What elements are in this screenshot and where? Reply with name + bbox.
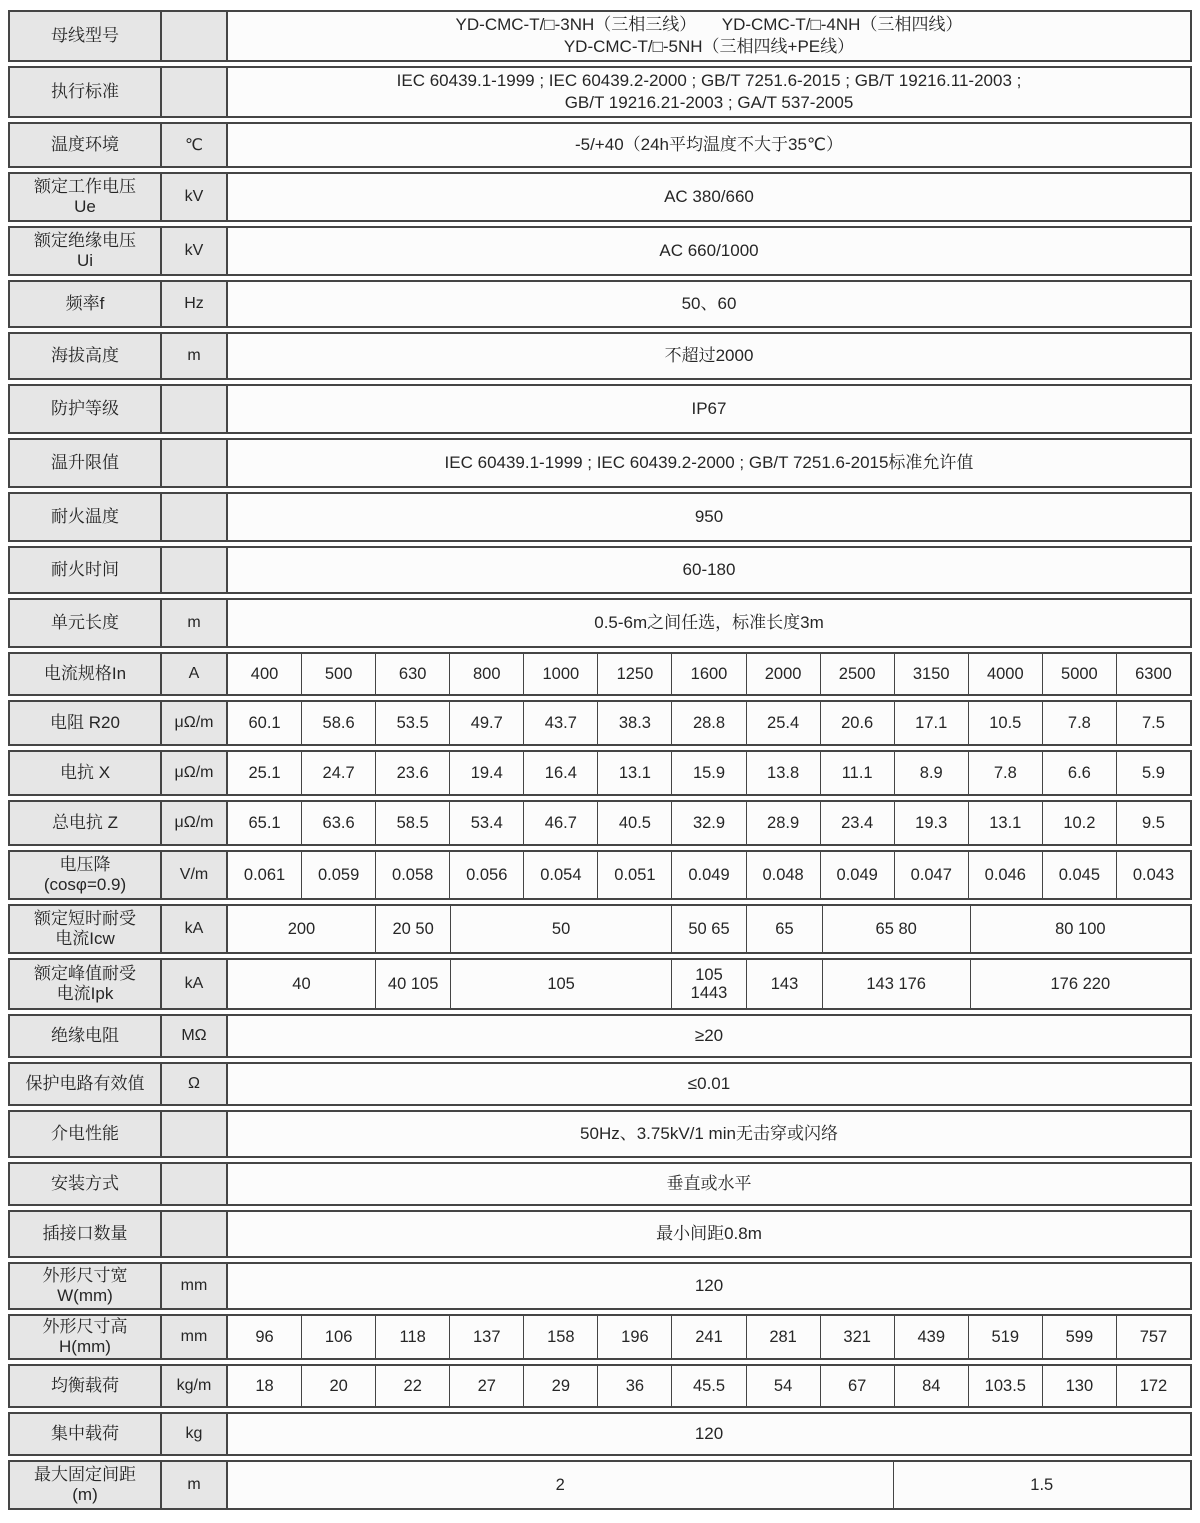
value-max-fixing-distance-group0: 2 [555, 1475, 565, 1494]
value-voltage-drop-col6: 0.049 [671, 852, 745, 898]
row-dielectric-performance [8, 1110, 1192, 1158]
row-concentrated-load [8, 1412, 1192, 1456]
unit-frequency: Hz [162, 282, 228, 326]
values-dielectric-performance [228, 1112, 1190, 1156]
values-fire-resistant-temperature [228, 494, 1190, 540]
value-resistance-r20-col1: 58.6 [301, 702, 375, 744]
param-label-rated-insulation-voltage: 额定绝缘电压 Ui [10, 228, 162, 274]
value-max-fixing-distance-group1: 1.5 [893, 1462, 1190, 1508]
param-label-total-impedance-z: 总电抗 Z [10, 802, 162, 844]
unit-fire-resistant-temperature [162, 494, 228, 540]
row-voltage-drop [8, 850, 1192, 900]
value-reactance-x-col11: 6.6 [1042, 752, 1116, 794]
unit-rated-short-time-current-icw: kA [162, 906, 228, 952]
value-rated-short-time-current-icw-group6: 80 100 [970, 906, 1190, 952]
unit-voltage-drop: V/m [162, 852, 228, 898]
row-installation-method [8, 1162, 1192, 1206]
value-voltage-drop-col8: 0.049 [820, 852, 894, 898]
value-voltage-drop-col5: 0.051 [597, 852, 671, 898]
unit-installation-method [162, 1164, 228, 1204]
unit-resistance-r20: μΩ/m [162, 702, 228, 744]
value-total-impedance-z-col4: 46.7 [523, 802, 597, 844]
value-total-impedance-z-col10: 13.1 [968, 802, 1042, 844]
value-rated-current-in-col12: 6300 [1116, 654, 1190, 694]
value-voltage-drop-col11: 0.045 [1042, 852, 1116, 898]
row-unit-length [8, 598, 1192, 648]
param-label-resistance-r20: 电阻 R20 [10, 702, 162, 744]
unit-altitude: m [162, 334, 228, 378]
row-temperature-rise-limit [8, 438, 1192, 488]
param-label-standards: 执行标准 [10, 68, 162, 116]
value-distributed-load-col4: 29 [523, 1366, 597, 1406]
value-reactance-x-col4: 16.4 [523, 752, 597, 794]
value-reactance-x-col9: 8.9 [894, 752, 968, 794]
row-model [8, 10, 1192, 62]
value-distributed-load-col12: 172 [1116, 1366, 1190, 1406]
values-rated-insulation-voltage [228, 228, 1190, 274]
value-rated-short-time-current-icw-group2: 50 [450, 906, 670, 952]
value-protective-circuit-resistance: ≤0.01 [687, 1073, 731, 1093]
param-label-fire-resistant-time: 耐火时间 [10, 548, 162, 592]
values-concentrated-load [228, 1414, 1190, 1454]
value-rated-current-in-col10: 4000 [968, 654, 1042, 694]
unit-rated-working-voltage: kV [162, 174, 228, 220]
value-distributed-load-col2: 22 [375, 1366, 449, 1406]
value-resistance-r20-col6: 28.8 [671, 702, 745, 744]
param-label-overall-height-h: 外形尺寸高 H(mm) [10, 1316, 162, 1358]
value-reactance-x-col12: 5.9 [1116, 752, 1190, 794]
values-rated-peak-current-ipk [228, 960, 1190, 1008]
value-voltage-drop-col9: 0.047 [894, 852, 968, 898]
value-voltage-drop-col12: 0.043 [1116, 852, 1190, 898]
values-reactance-x [228, 752, 1190, 794]
value-overall-height-h-col10: 519 [968, 1316, 1042, 1358]
row-protection-degree [8, 384, 1192, 434]
value-reactance-x-col5: 13.1 [597, 752, 671, 794]
unit-ambient-temperature: ℃ [162, 124, 228, 166]
values-model [228, 12, 1190, 60]
value-resistance-r20-col8: 20.6 [820, 702, 894, 744]
value-reactance-x-col6: 15.9 [671, 752, 745, 794]
values-voltage-drop [228, 852, 1190, 898]
value-rated-current-in-col8: 2500 [820, 654, 894, 694]
unit-tap-off-quantity [162, 1212, 228, 1256]
value-rated-short-time-current-icw-group1: 20 50 [375, 906, 450, 952]
value-voltage-drop-col4: 0.054 [523, 852, 597, 898]
value-overall-height-h-col12: 757 [1116, 1316, 1190, 1358]
value-rated-current-in-col11: 5000 [1042, 654, 1116, 694]
value-reactance-x-col7: 13.8 [746, 752, 820, 794]
value-resistance-r20-col7: 25.4 [746, 702, 820, 744]
param-label-max-fixing-distance: 最大固定间距 (m) [10, 1462, 162, 1508]
param-label-concentrated-load: 集中载荷 [10, 1414, 162, 1454]
value-voltage-drop-col3: 0.056 [449, 852, 523, 898]
value-voltage-drop-col2: 0.058 [375, 852, 449, 898]
value-standards: IEC 60439.1-1999 ; IEC 60439.2-2000 ; GB/T 7251.6-2015 ; GB/T 19216.11-2003 ; GB/T 19216.21-2003 ; GA/T 537-2005 [396, 70, 1022, 112]
values-ambient-temperature [228, 124, 1190, 166]
value-reactance-x-col2: 23.6 [375, 752, 449, 794]
value-rated-short-time-current-icw-group5: 65 80 [822, 906, 970, 952]
value-reactance-x-col8: 11.1 [820, 752, 894, 794]
value-resistance-r20-col0: 60.1 [248, 713, 281, 732]
row-standards [8, 66, 1192, 118]
value-model: YD-CMC-T/□-3NH（三相三线） YD-CMC-T/□-4NH（三相四线） YD-CMC-T/□-5NH（三相四线+PE线） [455, 14, 963, 56]
values-overall-height-h [228, 1316, 1190, 1358]
value-total-impedance-z-col3: 53.4 [449, 802, 523, 844]
values-standards [228, 68, 1190, 116]
unit-max-fixing-distance: m [162, 1462, 228, 1508]
param-label-fire-resistant-temperature: 耐火温度 [10, 494, 162, 540]
value-tap-off-quantity: 最小间距0.8m [656, 1223, 762, 1243]
row-rated-short-time-current-icw [8, 904, 1192, 954]
value-reactance-x-col10: 7.8 [968, 752, 1042, 794]
value-rated-current-in-col4: 1000 [523, 654, 597, 694]
unit-reactance-x: μΩ/m [162, 752, 228, 794]
unit-rated-insulation-voltage: kV [162, 228, 228, 274]
value-distributed-load-col8: 67 [820, 1366, 894, 1406]
value-reactance-x-col3: 19.4 [449, 752, 523, 794]
unit-unit-length: m [162, 600, 228, 646]
value-distributed-load-col10: 103.5 [968, 1366, 1042, 1406]
param-label-voltage-drop: 电压降 (cosφ=0.9) [10, 852, 162, 898]
unit-distributed-load: kg/m [162, 1366, 228, 1406]
param-label-distributed-load: 均衡载荷 [10, 1366, 162, 1406]
row-fire-resistant-temperature [8, 492, 1192, 542]
value-temperature-rise-limit: IEC 60439.1-1999 ; IEC 60439.2-2000 ; GB/T 7251.6-2015标准允许值 [444, 452, 974, 472]
value-resistance-r20-col5: 38.3 [597, 702, 671, 744]
param-label-temperature-rise-limit: 温升限值 [10, 440, 162, 486]
value-distributed-load-col1: 20 [301, 1366, 375, 1406]
value-distributed-load-col5: 36 [597, 1366, 671, 1406]
value-rated-short-time-current-icw-group4: 65 [746, 906, 821, 952]
row-frequency [8, 280, 1192, 328]
value-total-impedance-z-col8: 23.4 [820, 802, 894, 844]
value-rated-working-voltage: AC 380/660 [664, 186, 754, 206]
values-overall-width-w [228, 1264, 1190, 1308]
row-rated-peak-current-ipk [8, 958, 1192, 1010]
param-label-model: 母线型号 [10, 12, 162, 60]
value-total-impedance-z-col7: 28.9 [746, 802, 820, 844]
value-voltage-drop-col1: 0.059 [301, 852, 375, 898]
value-distributed-load-col3: 27 [449, 1366, 523, 1406]
value-rated-current-in-col6: 1600 [671, 654, 745, 694]
value-insulation-resistance: ≥20 [694, 1025, 724, 1045]
value-altitude: 不超过2000 [664, 345, 754, 365]
value-rated-insulation-voltage: AC 660/1000 [659, 240, 759, 260]
value-overall-height-h-col5: 196 [597, 1316, 671, 1358]
row-distributed-load [8, 1364, 1192, 1408]
values-rated-working-voltage [228, 174, 1190, 220]
unit-protective-circuit-resistance: Ω [162, 1064, 228, 1104]
value-resistance-r20-col12: 7.5 [1116, 702, 1190, 744]
unit-protection-degree [162, 386, 228, 432]
unit-model [162, 12, 228, 60]
value-total-impedance-z-col12: 9.5 [1116, 802, 1190, 844]
values-frequency [228, 282, 1190, 326]
value-resistance-r20-col3: 49.7 [449, 702, 523, 744]
param-label-dielectric-performance: 介电性能 [10, 1112, 162, 1156]
value-overall-height-h-col0: 96 [255, 1327, 274, 1346]
values-temperature-rise-limit [228, 440, 1190, 486]
row-rated-working-voltage [8, 172, 1192, 222]
value-resistance-r20-col11: 7.8 [1042, 702, 1116, 744]
value-rated-current-in-col5: 1250 [597, 654, 671, 694]
param-label-rated-short-time-current-icw: 额定短时耐受 电流Icw [10, 906, 162, 952]
value-overall-height-h-col1: 106 [301, 1316, 375, 1358]
value-installation-method: 垂直或水平 [666, 1173, 752, 1193]
value-reactance-x-col1: 24.7 [301, 752, 375, 794]
value-frequency: 50、60 [681, 293, 737, 313]
value-distributed-load-col11: 130 [1042, 1366, 1116, 1406]
value-rated-short-time-current-icw-group3: 50 65 [671, 906, 746, 952]
param-label-unit-length: 单元长度 [10, 600, 162, 646]
unit-temperature-rise-limit [162, 440, 228, 486]
value-rated-short-time-current-icw-group0: 200 [287, 919, 316, 938]
value-overall-height-h-col2: 118 [375, 1316, 449, 1358]
value-protection-degree: IP67 [691, 398, 727, 418]
value-resistance-r20-col9: 17.1 [894, 702, 968, 744]
param-label-ambient-temperature: 温度环境 [10, 124, 162, 166]
values-rated-current-in [228, 654, 1190, 694]
row-altitude [8, 332, 1192, 380]
row-resistance-r20 [8, 700, 1192, 746]
unit-insulation-resistance: MΩ [162, 1016, 228, 1056]
value-fire-resistant-temperature: 950 [694, 506, 724, 526]
value-distributed-load-col6: 45.5 [671, 1366, 745, 1406]
value-ambient-temperature: -5/+40（24h平均温度不大于35℃） [574, 134, 844, 154]
value-total-impedance-z-col6: 32.9 [671, 802, 745, 844]
value-rated-peak-current-ipk-group6: 176 220 [970, 960, 1190, 1008]
param-label-altitude: 海拔高度 [10, 334, 162, 378]
param-label-overall-width-w: 外形尺寸宽 W(mm) [10, 1264, 162, 1308]
values-rated-short-time-current-icw [228, 906, 1190, 952]
param-label-protection-degree: 防护等级 [10, 386, 162, 432]
value-voltage-drop-col10: 0.046 [968, 852, 1042, 898]
param-label-reactance-x: 电抗 X [10, 752, 162, 794]
unit-fire-resistant-time [162, 548, 228, 592]
value-unit-length: 0.5-6m之间任选，标准长度3m [594, 612, 824, 632]
value-overall-width-w: 120 [694, 1275, 724, 1295]
param-label-rated-current-in: 电流规格In [10, 654, 162, 694]
param-label-installation-method: 安装方式 [10, 1164, 162, 1204]
values-installation-method [228, 1164, 1190, 1204]
values-total-impedance-z [228, 802, 1190, 844]
value-fire-resistant-time: 60-180 [682, 559, 736, 579]
values-altitude [228, 334, 1190, 378]
value-total-impedance-z-col0: 65.1 [248, 813, 281, 832]
param-label-rated-peak-current-ipk: 额定峰值耐受 电流Ipk [10, 960, 162, 1008]
unit-dielectric-performance [162, 1112, 228, 1156]
value-voltage-drop-col7: 0.048 [746, 852, 820, 898]
unit-standards [162, 68, 228, 116]
value-overall-height-h-col8: 321 [820, 1316, 894, 1358]
value-overall-height-h-col4: 158 [523, 1316, 597, 1358]
values-protective-circuit-resistance [228, 1064, 1190, 1104]
value-rated-peak-current-ipk-group2: 105 [450, 960, 670, 1008]
unit-total-impedance-z: μΩ/m [162, 802, 228, 844]
value-rated-current-in-col1: 500 [301, 654, 375, 694]
row-fire-resistant-time [8, 546, 1192, 594]
value-rated-peak-current-ipk-group1: 40 105 [375, 960, 450, 1008]
value-total-impedance-z-col9: 19.3 [894, 802, 968, 844]
values-unit-length [228, 600, 1190, 646]
values-tap-off-quantity [228, 1212, 1190, 1256]
value-resistance-r20-col2: 53.5 [375, 702, 449, 744]
row-ambient-temperature [8, 122, 1192, 168]
value-distributed-load-col0: 18 [255, 1376, 274, 1395]
value-voltage-drop-col0: 0.061 [243, 865, 286, 884]
value-total-impedance-z-col5: 40.5 [597, 802, 671, 844]
param-label-rated-working-voltage: 额定工作电压 Ue [10, 174, 162, 220]
values-resistance-r20 [228, 702, 1190, 744]
row-overall-width-w [8, 1262, 1192, 1310]
value-total-impedance-z-col11: 10.2 [1042, 802, 1116, 844]
value-distributed-load-col9: 84 [894, 1366, 968, 1406]
value-total-impedance-z-col1: 63.6 [301, 802, 375, 844]
row-total-impedance-z [8, 800, 1192, 846]
value-rated-current-in-col0: 400 [250, 664, 279, 683]
row-insulation-resistance [8, 1014, 1192, 1058]
value-overall-height-h-col11: 599 [1042, 1316, 1116, 1358]
row-protective-circuit-resistance [8, 1062, 1192, 1106]
unit-overall-height-h: mm [162, 1316, 228, 1358]
value-total-impedance-z-col2: 58.5 [375, 802, 449, 844]
value-rated-current-in-col9: 3150 [894, 654, 968, 694]
value-overall-height-h-col7: 281 [746, 1316, 820, 1358]
row-max-fixing-distance [8, 1460, 1192, 1510]
values-insulation-resistance [228, 1016, 1190, 1056]
values-fire-resistant-time [228, 548, 1190, 592]
value-overall-height-h-col9: 439 [894, 1316, 968, 1358]
value-rated-current-in-col7: 2000 [746, 654, 820, 694]
param-label-insulation-resistance: 绝缘电阻 [10, 1016, 162, 1056]
row-overall-height-h [8, 1314, 1192, 1360]
unit-overall-width-w: mm [162, 1264, 228, 1308]
value-dielectric-performance: 50Hz、3.75kV/1 min无击穿或闪络 [580, 1123, 838, 1143]
unit-concentrated-load: kg [162, 1414, 228, 1454]
param-label-frequency: 频率f [10, 282, 162, 326]
value-overall-height-h-col6: 241 [671, 1316, 745, 1358]
unit-rated-current-in: A [162, 654, 228, 694]
value-resistance-r20-col10: 10.5 [968, 702, 1042, 744]
values-protection-degree [228, 386, 1190, 432]
value-rated-current-in-col3: 800 [449, 654, 523, 694]
value-rated-current-in-col2: 630 [375, 654, 449, 694]
value-overall-height-h-col3: 137 [449, 1316, 523, 1358]
values-max-fixing-distance [228, 1462, 1190, 1508]
unit-rated-peak-current-ipk: kA [162, 960, 228, 1008]
values-distributed-load [228, 1366, 1190, 1406]
row-tap-off-quantity [8, 1210, 1192, 1258]
value-rated-peak-current-ipk-group4: 143 [746, 960, 821, 1008]
value-distributed-load-col7: 54 [746, 1366, 820, 1406]
row-rated-insulation-voltage [8, 226, 1192, 276]
param-label-tap-off-quantity: 插接口数量 [10, 1212, 162, 1256]
value-concentrated-load: 120 [694, 1423, 724, 1443]
value-reactance-x-col0: 25.1 [248, 763, 281, 782]
value-rated-peak-current-ipk-group3: 105 1443 [671, 960, 746, 1008]
value-rated-peak-current-ipk-group0: 40 [292, 974, 311, 993]
row-reactance-x [8, 750, 1192, 796]
value-rated-peak-current-ipk-group5: 143 176 [822, 960, 970, 1008]
param-label-protective-circuit-resistance: 保护电路有效值 [10, 1064, 162, 1104]
value-resistance-r20-col4: 43.7 [523, 702, 597, 744]
spec-table [8, 10, 1192, 1510]
row-rated-current-in [8, 652, 1192, 696]
